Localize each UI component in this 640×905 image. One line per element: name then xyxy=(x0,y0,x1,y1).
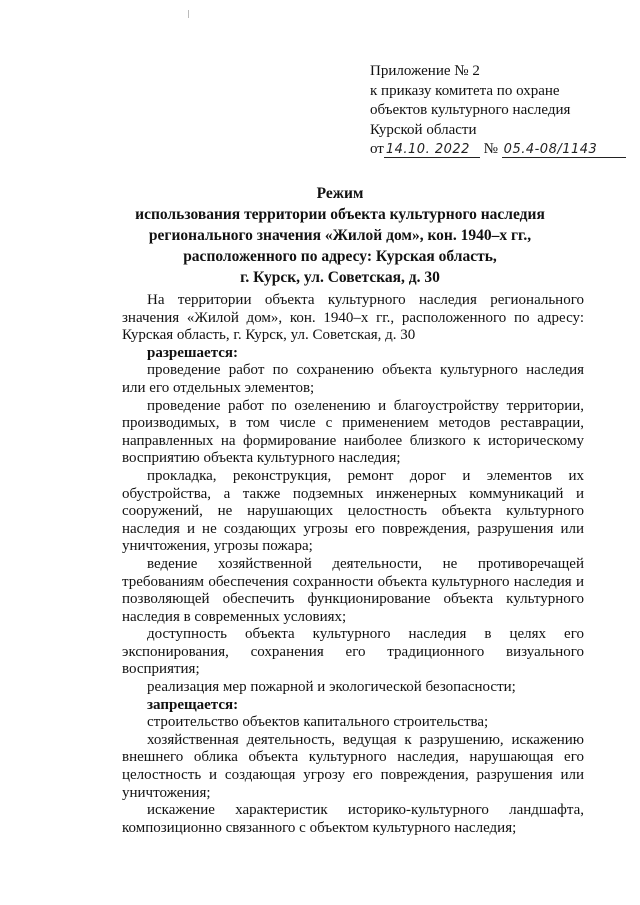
handwritten-date: 14.10. 2022 xyxy=(384,142,480,158)
appendix-region-line: Курской области xyxy=(370,121,477,138)
allowed-item: проведение работ по озеленению и благоустройству территории, производимых, в том числе с применением методов реставрации, направленных на формирование наиболее близкого к историческому восприятию объекта культурного наследия; xyxy=(122,397,584,467)
allowed-item: реализация мер пожарной и экологической безопасности; xyxy=(147,679,516,696)
allowed-heading: разрешается: xyxy=(147,344,239,361)
forbidden-item: хозяйственная деятельность, ведущая к разрушению, искажению внешнего облика объекта культурного наследия, нарушающая его целостность и создающая угрозу его повреждения, разрушения или уничтожения; xyxy=(122,731,584,801)
scan-mark xyxy=(188,10,189,18)
title-line-2: использования территории объекта культурного наследия xyxy=(135,206,545,223)
allowed-item: прокладка, реконструкция, ремонт дорог и элементов их обустройства, а также подземных инженерных коммуникаций и сооружений, не нарушающих целостность объекта культурного наследия и не создающих угрозы его повреждения, разрушения или уничтожения, угрозы пожара; xyxy=(122,467,584,555)
intro-paragraph: На территории объекта культурного наследия регионального значения «Жилой дом», кон. 1940–х гг., расположенного по адресу: Курская область, г. Курск, ул. Советская, д. 30 xyxy=(122,292,584,344)
appendix-title: Приложение № 2 xyxy=(370,63,480,79)
appendix-date-number-line xyxy=(370,140,630,160)
handwritten-number: 05.4-08/1143 xyxy=(502,142,626,158)
appendix-block xyxy=(370,62,630,160)
forbidden-heading: запрещается: xyxy=(147,696,239,713)
title-line-3: регионального значения «Жилой дом», кон. 1940–х гг., xyxy=(148,227,532,244)
allowed-item: проведение работ по сохранению объекта культурного наследия или его отдельных элементов; xyxy=(122,362,584,396)
allowed-item: ведение хозяйственной деятельности, не противоречащей требованиям обеспечения сохранности объекта культурного наследия и позволяющей обеспечить функционирование объекта культурного наследия в современных условиях; xyxy=(122,555,584,625)
title-line-5: г. Курск, ул. Советская, д. 30 xyxy=(240,269,440,286)
from-label: от xyxy=(370,141,384,157)
appendix-order-line: к приказу комитета по охране xyxy=(370,82,560,99)
title-line-4: расположенного по адресу: Курская область, xyxy=(183,248,497,265)
title-line-1: Режим xyxy=(316,185,364,202)
document-title xyxy=(120,183,560,288)
forbidden-item: строительство объектов капитального строительства; xyxy=(147,714,489,731)
allowed-item: доступность объекта культурного наследия в целях его экспонирования, сохранения его традиционного визуального восприятия; xyxy=(122,626,584,678)
document-body xyxy=(122,292,584,837)
appendix-committee-line: объектов культурного наследия xyxy=(370,102,571,118)
forbidden-item: искажение характеристик историко-культурного ландшафта, композиционно связанного с объектом культурного наследия; xyxy=(122,802,584,836)
number-label: № xyxy=(483,141,498,157)
